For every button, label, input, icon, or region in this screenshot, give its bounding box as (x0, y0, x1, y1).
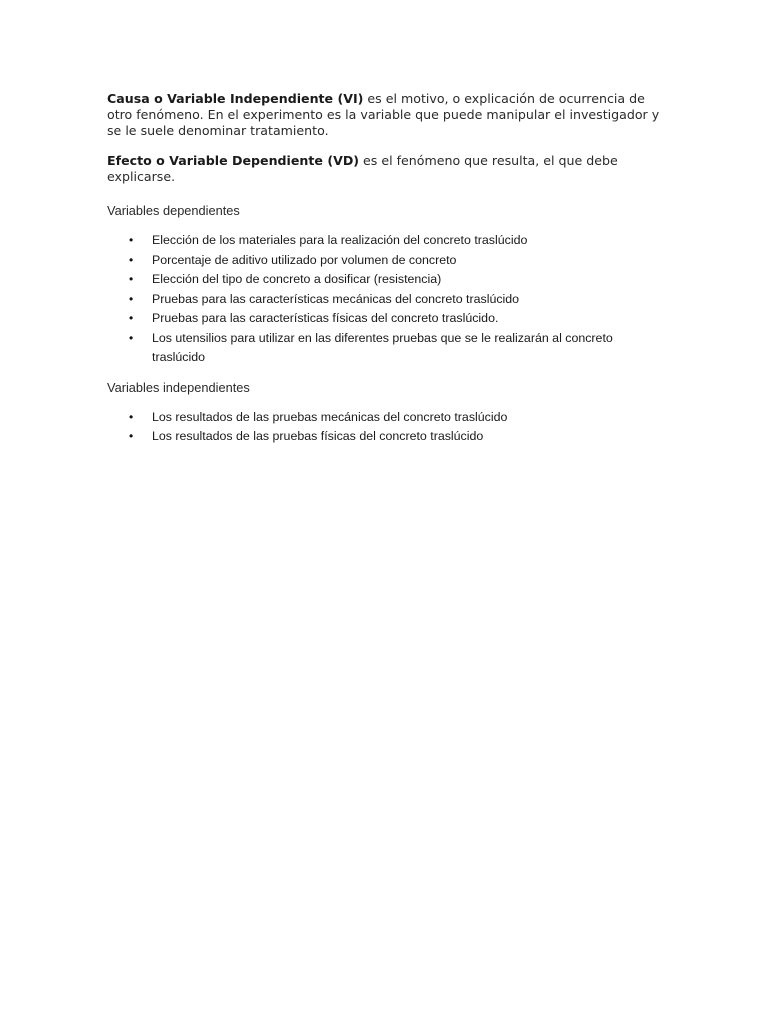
bullet-icon: • (129, 409, 134, 424)
definition-causa: es el motivo, o explicación de ocurrencia de otro fenómeno. En el experimento es la variable que puede manipular el investigador y se le suele denominar tratamiento. (107, 91, 660, 138)
list-variables-dependientes (107, 231, 667, 368)
list-item: • Los resultados de las pruebas mecánicas del concreto traslúcido (107, 408, 642, 428)
list-item: • Pruebas para las características físicas del concreto traslúcido. (107, 309, 642, 329)
list-item: • Elección del tipo de concreto a dosificar (resistencia) (107, 270, 642, 290)
bullet-icon: • (129, 252, 134, 267)
list-item: • Los resultados de las pruebas físicas del concreto traslúcido (107, 427, 642, 447)
list-item: • Elección de los materiales para la realización del concreto traslúcido (107, 231, 642, 251)
document-content (107, 91, 667, 459)
bullet-icon: • (129, 272, 134, 286)
definition-efecto: es el fenómeno que resulta, el que debe explicarse. (107, 153, 618, 184)
list-item: • Pruebas para las características mecánicas del concreto traslúcido (107, 290, 642, 310)
paragraph-efecto (107, 153, 667, 185)
paragraph-causa (107, 91, 667, 139)
list-item: • Los utensilios para utilizar en las diferentes pruebas que se le realizarán al concreto traslúcido (129, 330, 613, 364)
bullet-icon: • (129, 429, 134, 443)
bullet-icon: • (129, 233, 134, 247)
heading-variables-dependientes: Variables dependientes (107, 203, 240, 218)
list-item: • Porcentaje de aditivo utilizado por volumen de concreto (107, 251, 642, 271)
term-causa: Causa o Variable Independiente (VI) (107, 91, 364, 106)
list-variables-independientes (107, 408, 667, 447)
heading-variables-independientes: Variables independientes (107, 379, 250, 395)
term-efecto: Efecto o Variable Dependiente (VD) (107, 153, 360, 168)
bullet-icon: • (129, 311, 134, 325)
bullet-icon: • (129, 291, 134, 306)
bullet-icon: • (129, 330, 134, 345)
